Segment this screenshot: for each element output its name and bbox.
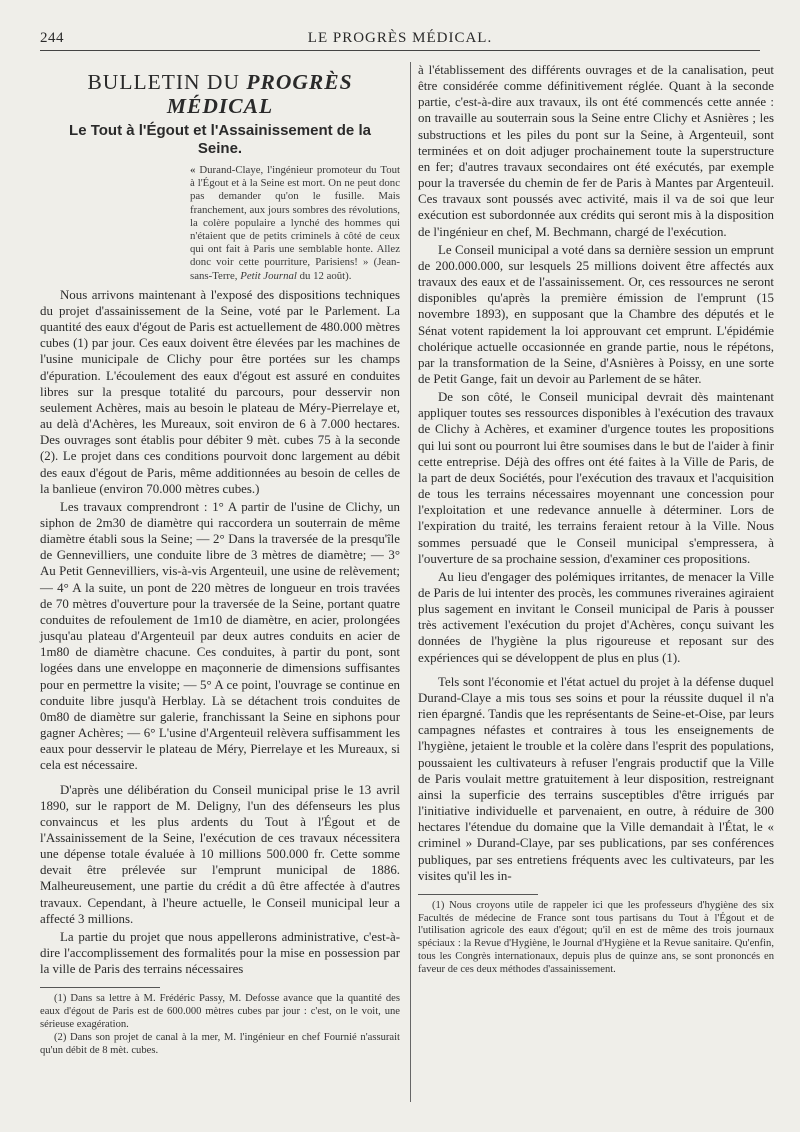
footnote-rule <box>40 987 160 988</box>
bulletin-heading <box>40 70 400 118</box>
body-paragraph: D'après une délibération du Conseil municipal prise le 13 avril 1890, sur le rapport de M. Deligny, l'un des défenseurs les plus convaincus et les plus ardents du Tout à l'Égout et de l'Assainissement de la Seine, l'exécution de ces travaux nécessitera une dépense totale évaluée à 10 millions 500.000 fr. Cette somme devait être prélevée sur l'emprunt municipal de 1886. Malheureusement, une partie du crédit a dû être affectée à d'autres travaux. Cependant, à l'heure actuelle, le Conseil municipal leur a affecté 3 millions. <box>40 782 400 926</box>
body-paragraph: La partie du projet que nous appellerons administrative, c'est-à-dire l'accomplissement des formalités pour la mise en possession par la ville de Paris des terrains nécessaires <box>40 929 400 977</box>
footnote: (1) Dans sa lettre à M. Frédéric Passy, M. Defosse avance que la quantité des eaux d'égout de Paris est de 600.000 mètres cubes par jour : c'est, on le voit, une sérieuse exagération. <box>40 993 400 1030</box>
epigraph-source: Petit Journal <box>240 269 297 282</box>
page-number: 244 <box>40 30 64 46</box>
body-paragraph: Tels sont l'économie et l'état actuel du projet à la défense duquel Durand-Claye a mis tous ses soins et pour la réussite duquel il n'a rien épargné. Tandis que les représentants de Seine-et-Oise, par leurs campagnes néfastes et contraires à tous les enseignements de l'hygiène, jetaient le trouble et la colère dans l'esprit des populations, poussaient les cultivateurs à refuser l'engrais productif que la Ville de Paris voulait mettre gratuitement à leur disposition, restreignant ainsi la superficie des terrains susceptibles d'être irrigués par l'initiative individuelle et parvenaient, en outre, à réduire de 300 hectares l'étendue du domaine que la Ville demandait à l'État, le « criminel » Durand-Claye, par ses publications, par ses conférences publiques, par ses entretiens fréquents avec les cultivateurs, par les visites qu'il les in- <box>418 674 774 883</box>
footnote: (1) Nous croyons utile de rappeler ici que les professeurs d'hygiène des six Facultés de médecine de France sont tous partisans du Tout à l'Égout et de l'utilisation agricole des eaux d'égout; qu'il en est de même des trois journaux spéciaux : la Revue d'Hygiène, le Journal d'Hygiène et la Revue sanitaire. Qu'enfin, tous les Congrès internationaux, depuis plus de quinze ans, se sont prononcés en faveur de ces deux méthodes d'assainissement. <box>418 899 774 975</box>
journal-name: LE PROGRÈS MÉDICAL. <box>307 30 493 46</box>
body-paragraph: Au lieu d'engager des polémiques irritantes, de menacer la Ville de Paris de lui intenter des procès, les communes riveraines agiraient plus sagement en invitant le Conseil municipal de Paris à pousser très activement l'exécution du projet d'Achères, conçu suivant les données de l'hygiène la plus rigoureuse et reposant sur des expériences qui se développent de plus en plus (1). <box>418 569 774 665</box>
left-column <box>40 62 400 1057</box>
epigraph-text: Durand-Claye, l'ingénieur promoteur du Tout à l'Égout et à la Seine est mort. On ne peut donc pas demander qu'on le fusille. Mais franchement, aux jours sombres des révolutions, la colère populaire a lynché des hommes qui n'étaient que de petits criminels à côté de ceux qui ont fait à Paris une semblable honte. Allez donc voir cette pourriture, Parisiens! » (Jean-sans-Terre, <box>190 164 400 282</box>
body-paragraph: à l'établissement des différents ouvrages et de la canalisation, peut être considérée comme définitivement réglée. Quant à la seconde partie, c'est-à-dire aux travaux, ils ont été commencés cette année : on travaille au souterrain sous la Seine entre Clichy et Asnières ; les substructions et les piles du pont sur la Seine, à Argenteuil, sont terminées et on doit adjuger prochainement toute la superstructure en fer; d'autres travaux secondaires ont été exécutés, par exemple pour la traversée du chemin de fer de Paris à Mantes par Argenteuil. Ces travaux sont poussés avec activité, mais il va de soi que leur exécution est subordonnée aux crédits qui seront mis à la disposition de l'ingénieur en chef, M. Bechmann, chargé de l'exécution. <box>418 63 774 239</box>
body-paragraph: Les travaux comprendront : 1° A partir de l'usine de Clichy, un siphon de 2m30 de diamètre qui raccordera un souterrain de même diamètre établi sous la Seine; — 2° Dans la traversée de la presqu'île de Gennevilliers, une conduite libre de 3 mètres de diamètre; — 3° Au Petit Gennevilliers, vis-à-vis Argenteuil, une usine de relèvement; — 4° A la suite, un pont de 220 mètres de longueur en trois travées de 70 mètres d'ouverture pour la traversée de la Seine, portant quatre conduites de refoulement de 1m10 de diamètre, en acier, prolongées jusqu'au plateau d'Argenteuil par deux autres conduits en acier de 1m80 de diamètre chacune. Ces conduites, à partir du pont, sont logées dans une enveloppe en maçonnerie de dimensions suffisantes pour en permettre la visite; — 5° A ce point, l'ouvrage se continue en conduite libre jusqu'à Herblay. Là se détachent trois conduites de 0m80 de diamètre sur galerie, franchissant la Seine en siphons pour gagner Achères; — 6° L'usine d'Argenteuil relèvera suffisamment les eaux pour desservir le plateau de Méry, Pierrelaye et les Mureaux, si cela est nécessaire. <box>40 499 400 773</box>
right-column <box>418 62 774 977</box>
epigraph-date: du 12 août). <box>296 269 352 282</box>
bulletin-label: BULLETIN DU <box>87 70 247 94</box>
body-paragraph: Nous arrivons maintenant à l'exposé des dispositions techniques du projet d'assainissement de la Seine, voté par le Parlement. La quantité des eaux d'égout de Paris est actuellement de 480.000 mètres cubes (1) par jour. Ces eaux doivent être élevées par les machines de l'usine municipale de Clichy pour être portées sur les champs d'épuration. L'écoulement des eaux d'égout est assuré en conduites libres sur la presque totalité du parcours, pour desservir non seulement Achères, mais au besoin le plateau de Méry-Pierrelaye et, au delà d'Achères, les Mureaux, soit environ de 6 à 7.000 hectares. Des ouvrages sont établis pour débiter 9 mèt. cubes 75 à la seconde (2). Le projet dans ces conditions pourvoit donc largement au débit des eaux d'égout de Paris, même additionnées au besoin de celles de la banlieue (environ 70.000 mètres cubes.) <box>40 287 400 496</box>
footnote-rule <box>418 894 538 895</box>
running-head <box>40 30 760 50</box>
bulletin-label-journal: PROGRÈS MÉDICAL <box>166 70 353 118</box>
article-title: Le Tout à l'Égout et l'Assainissement de la Seine. <box>69 122 371 157</box>
footnote: (2) Dans son projet de canal à la mer, M. l'ingénieur en chef Fournié n'assurait qu'un débit de 8 mèt. cubes. <box>40 1031 400 1056</box>
epigraph-quote-mark: « <box>190 164 200 176</box>
epigraph <box>190 164 400 283</box>
body-paragraph: De son côté, le Conseil municipal devrait dès maintenant appliquer toutes ses ressources disponibles à l'exécution des travaux de Clichy à Achères, et examiner d'urgence toutes les propositions qui lui sont ou pourront lui être soumises dans le but de l'aider à finir cette entreprise. Déjà des offres ont été faites à la Ville de Paris, de la part de deux Sociétés, pour l'exécution des travaux et l'acquisition de tous les terrains nécessaires moyennant une concession pour l'exploitation et une redevance annuelle à déterminer. Lors de l'expiration du traité, les terrains feraient retour à la Ville. Nous sommes persuadé que le Conseil municipal s'empressera, à l'ouverture de sa prochaine session, d'examiner ces propositions. <box>418 390 774 566</box>
body-paragraph: Le Conseil municipal a voté dans sa dernière session un emprunt de 200.000.000, sur lesquels 25 millions doivent être affectés aux travaux des eaux et de l'assainissement. Or, ces ressources ne seront disponibles qu'après la première émission de l'emprunt (15 novembre 1893), en supposant que la Chambre des députés et le Sénat votent rapidement la loi approuvant cet emprunt. L'épidémie cholérique actuelle occasionnée en grande partie, nous le répétons, par la transformation de la Seine, d'Asnières à Poissy, en une sorte de Petit Gange, fait un devoir au Parlement de se hâter. <box>418 242 774 386</box>
header-rule <box>40 50 760 51</box>
column-divider <box>410 62 411 1102</box>
